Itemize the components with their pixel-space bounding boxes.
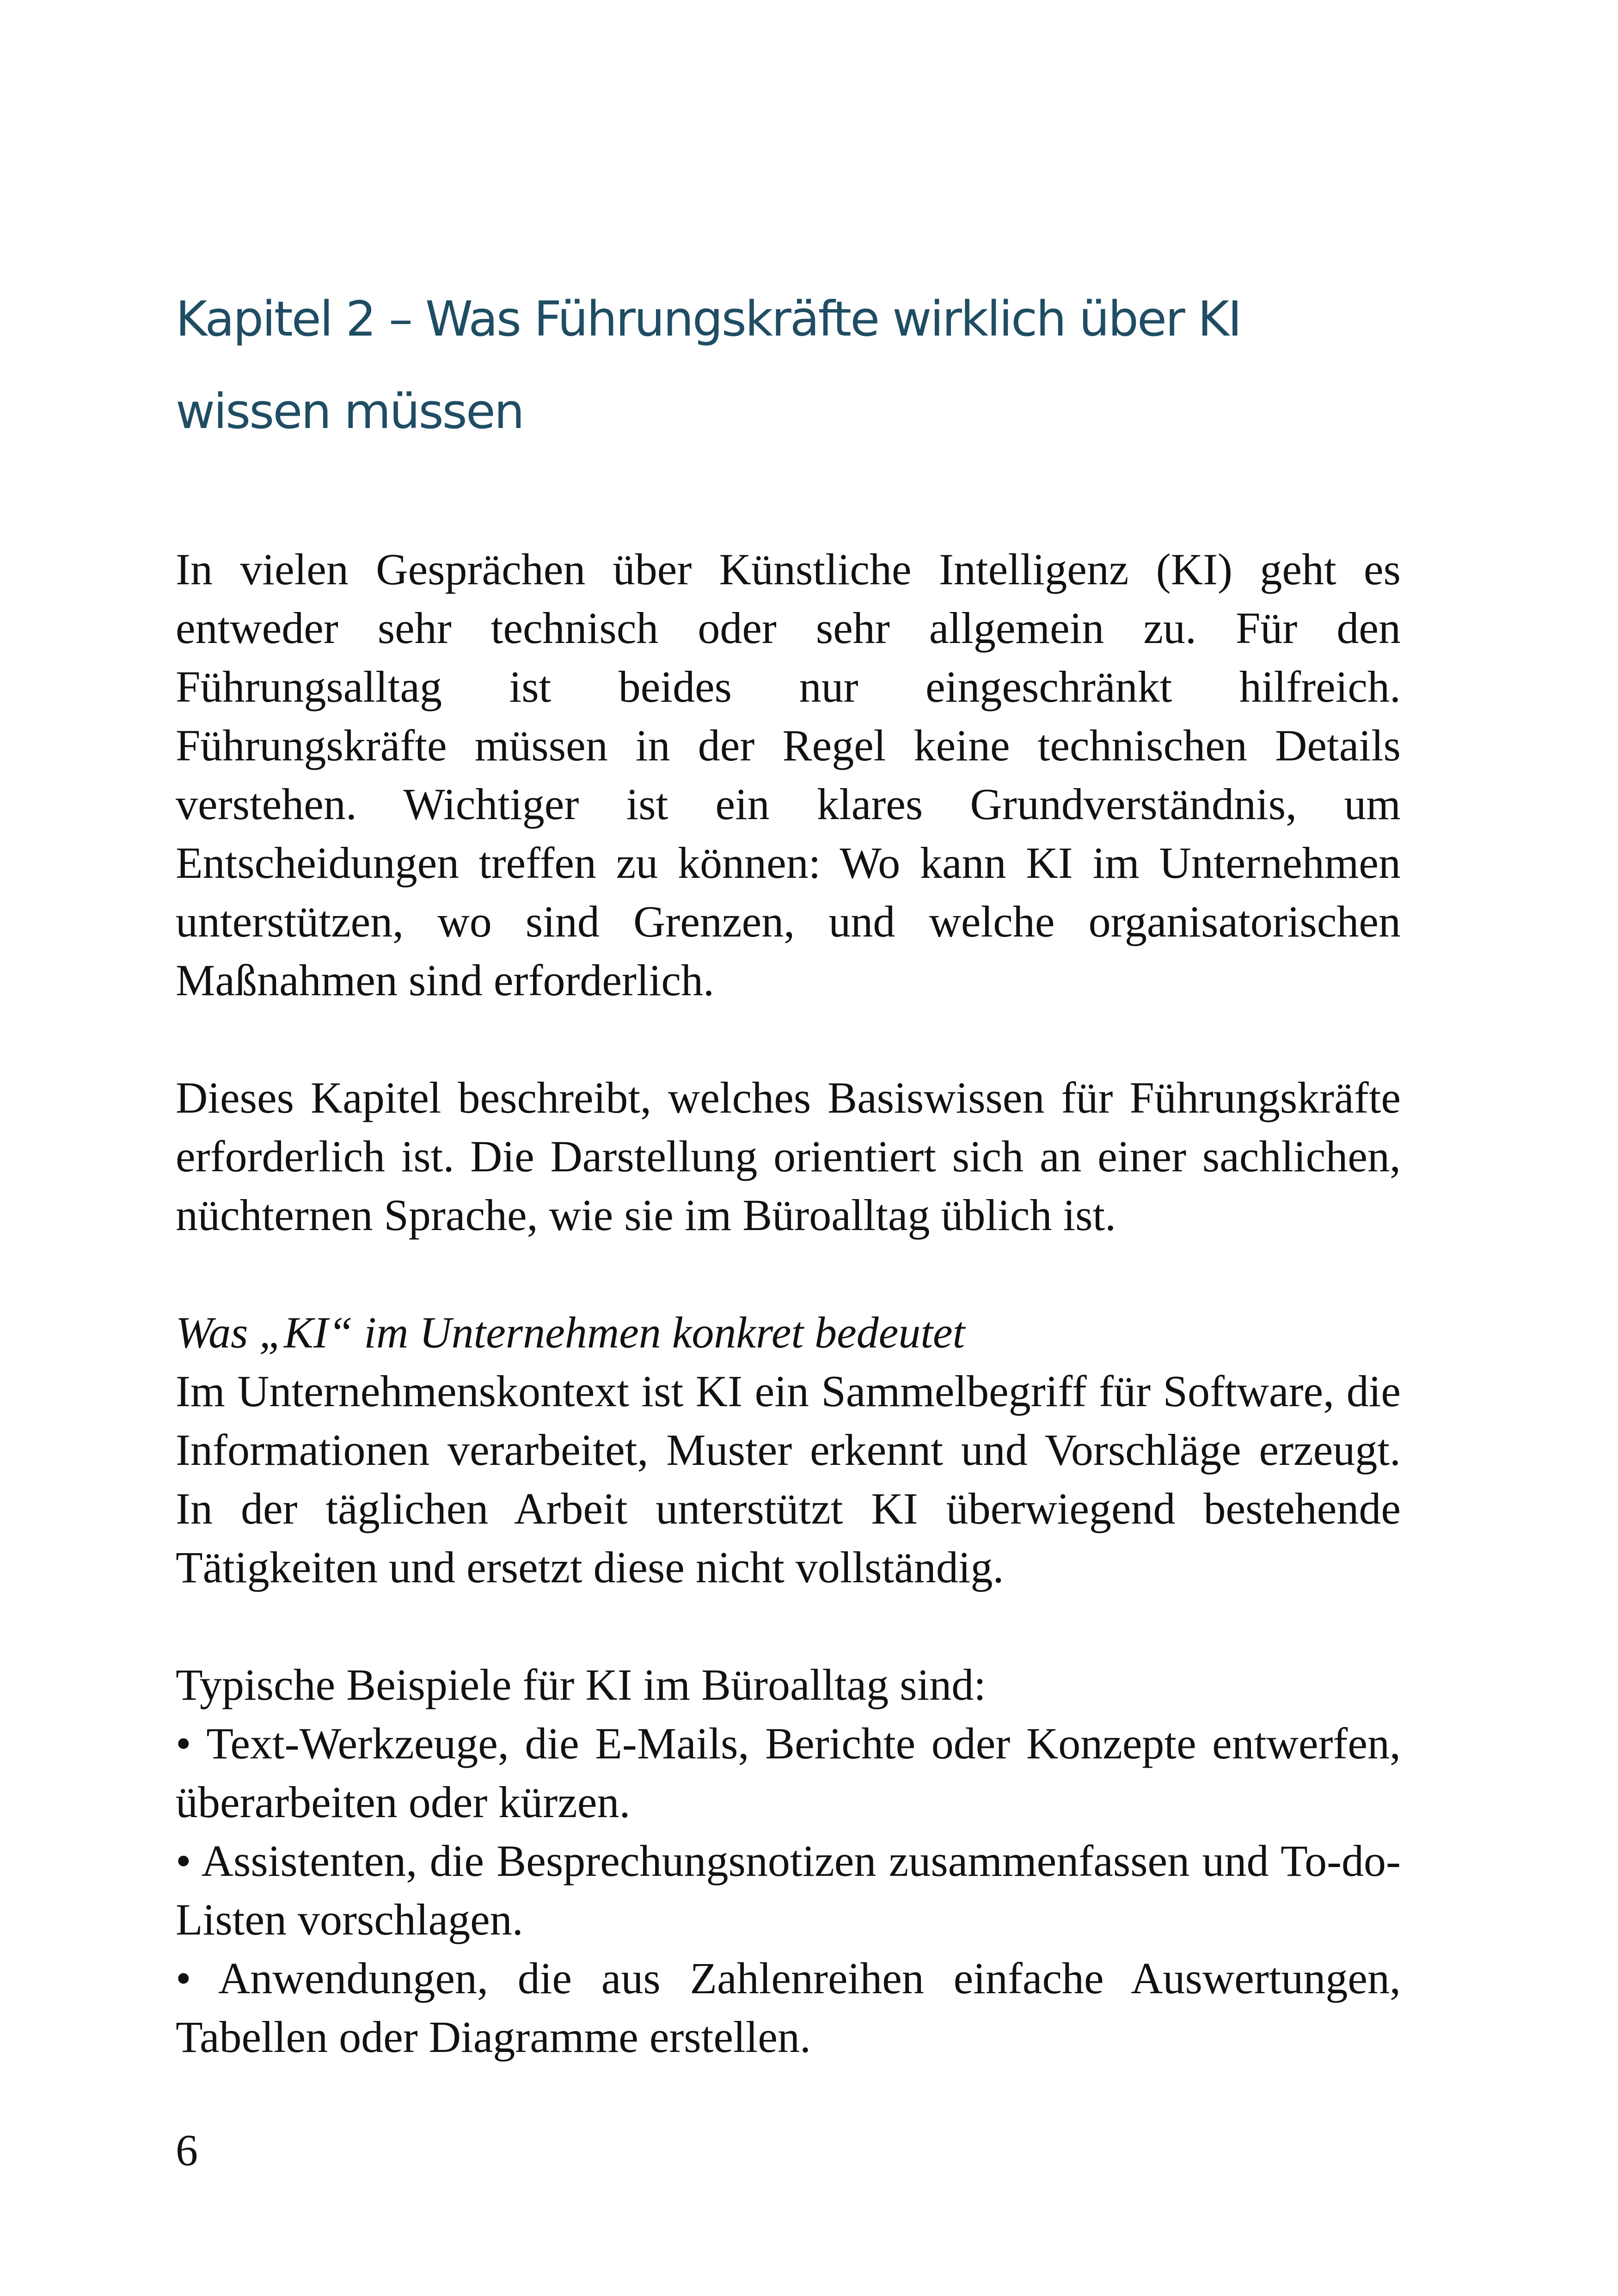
section-subheading: Was „KI“ im Unternehmen konkret bedeutet [176,1308,965,1357]
ki-definition-section [176,1303,1401,1597]
scope-paragraph: Dieses Kapitel beschreibt, welches Basiswissen für Führungskräfte erforderlich ist. Die Darstellung orientiert sich an einer sachlichen, nüchternen Sprache, wie sie im Büroalltag üblich ist. [176,1073,1401,1240]
intro-paragraph: In vielen Gesprächen über Künstliche Intelligenz (KI) geht es entweder sehr technisch oder sehr allgemein zu. Für den Führungsalltag ist beides nur eingeschränkt hilfreich. Führungskräfte müssen in der Regel keine technischen Details verstehen. Wichtiger ist ein klares Grundverständnis, um Entscheidungen treffen zu können: Wo kann KI im Unternehmen unterstützen, wo sind Grenzen, und welche organisatorischen Maßnahmen sind erforderlich. [176,545,1401,1005]
examples-intro: Typische Beispiele für KI im Büroalltag sind: [176,1660,986,1709]
list-item: • Assistenten, die Besprechungsnotizen zusammenfassen und To-do-Listen vorschlagen. [176,1836,1401,1944]
list-item: • Anwendungen, die aus Zahlenreihen einfache Auswertungen, Tabellen oder Diagramme erstellen. [176,1953,1401,2062]
list-item: • Text-Werkzeuge, die E-Mails, Berichte oder Konzepte entwerfen, überarbeiten oder kürzen. [176,1719,1401,1827]
examples-list [176,1655,1401,2066]
chapter-title: Kapitel 2 – Was Führungskräfte wirklich über KI wissen müssen [176,291,1241,440]
section-body: Im Unternehmenskontext ist KI ein Sammelbegriff für Software, die Informationen verarbeitet, Muster erkennt und Vorschläge erzeugt. In der täglichen Arbeit unterstützt KI überwiegend bestehende Tätigkeiten und ersetzt diese nicht vollständig. [176,1366,1401,1592]
page-content [176,273,1401,2066]
page-number: 6 [176,2125,198,2175]
